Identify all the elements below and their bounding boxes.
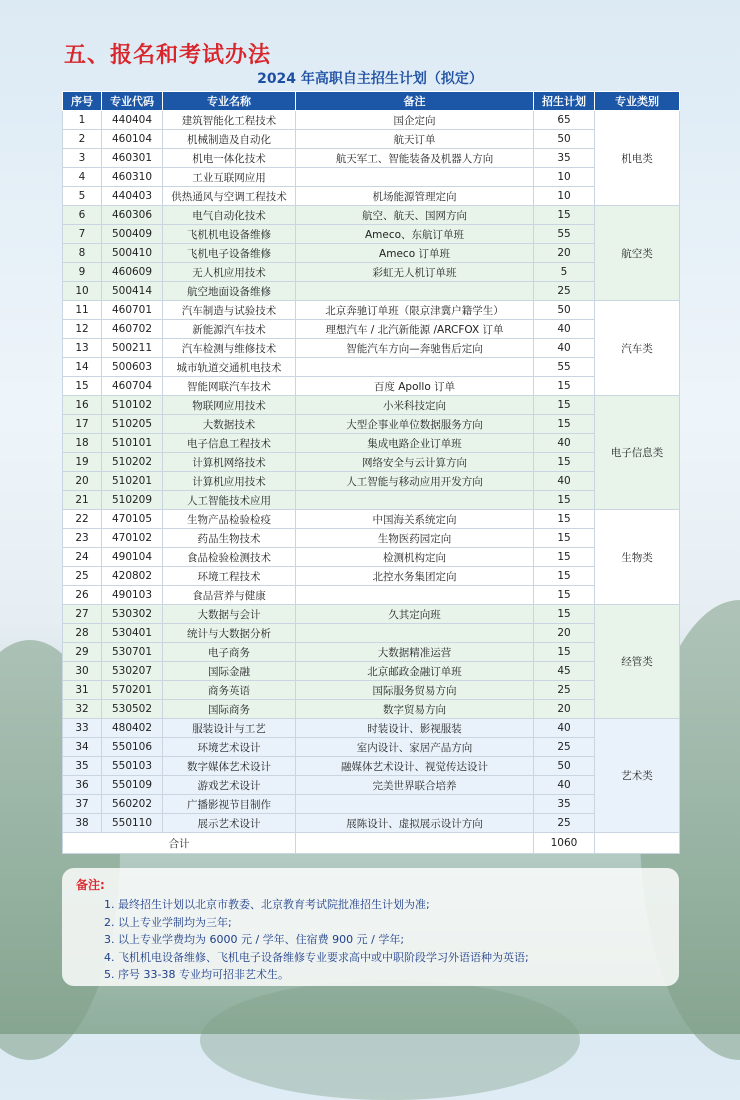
major-code: 500410 (102, 244, 163, 263)
major-name: 建筑智能化工程技术 (163, 111, 296, 130)
enrollment-count: 50 (534, 130, 595, 149)
major-note (296, 624, 534, 643)
major-note: 生物医药园定向 (296, 529, 534, 548)
major-note: Ameco 订单班 (296, 244, 534, 263)
enrollment-count: 50 (534, 757, 595, 776)
table-row (63, 244, 680, 263)
table-row (63, 301, 680, 320)
major-note: 国企定向 (296, 111, 534, 130)
major-name: 新能源汽车技术 (163, 320, 296, 339)
major-code: 460609 (102, 263, 163, 282)
major-note (296, 795, 534, 814)
major-note: 智能汽车方向—奔驰售后定向 (296, 339, 534, 358)
table-row (63, 586, 680, 605)
note-line: 1. 最终招生计划以北京市教委、北京教育考试院批准招生计划为准; (104, 898, 430, 911)
major-name: 飞机机电设备维修 (163, 225, 296, 244)
major-code: 560202 (102, 795, 163, 814)
table-row (63, 263, 680, 282)
major-code: 500414 (102, 282, 163, 301)
enrollment-count: 15 (534, 510, 595, 529)
row-number: 17 (63, 415, 102, 434)
row-number: 4 (63, 168, 102, 187)
major-code: 460701 (102, 301, 163, 320)
major-note: 大型企事业单位数据服务方向 (296, 415, 534, 434)
major-code: 460301 (102, 149, 163, 168)
major-code: 530302 (102, 605, 163, 624)
header-plan: 招生计划 (534, 92, 595, 111)
enrollment-count: 15 (534, 377, 595, 396)
major-name: 无人机应用技术 (163, 263, 296, 282)
note-line: 4. 飞机机电设备维修、飞机电子设备维修专业要求高中或中职阶段学习外语语种为英语; (104, 950, 529, 964)
category-cell: 电子信息类 (595, 396, 680, 510)
major-note: 机场能源管理定向 (296, 187, 534, 206)
background-foliage (200, 980, 580, 1100)
enrollment-count: 15 (534, 529, 595, 548)
row-number: 12 (63, 320, 102, 339)
table-row (63, 396, 680, 415)
header-no: 序号 (63, 92, 102, 111)
table-row (63, 453, 680, 472)
note-line: 5. 序号 33-38 专业均可招非艺术生。 (104, 968, 289, 981)
table-row (63, 187, 680, 206)
row-number: 21 (63, 491, 102, 510)
row-number: 35 (63, 757, 102, 776)
enrollment-count: 5 (534, 263, 595, 282)
major-code: 510101 (102, 434, 163, 453)
table-row (63, 643, 680, 662)
note-line: 2. 以上专业学制均为三年; (104, 915, 232, 929)
major-code: 530401 (102, 624, 163, 643)
row-number: 36 (63, 776, 102, 795)
table-row (63, 814, 680, 833)
category-cell: 经管类 (595, 605, 680, 719)
table-row (63, 529, 680, 548)
major-note: 小米科技定向 (296, 396, 534, 415)
major-note: 航天订单 (296, 130, 534, 149)
major-name: 电子商务 (163, 643, 296, 662)
table-row (63, 434, 680, 453)
enrollment-count: 40 (534, 719, 595, 738)
row-number: 9 (63, 263, 102, 282)
enrollment-count: 40 (534, 472, 595, 491)
major-note: 检测机构定向 (296, 548, 534, 567)
major-note: 彩虹无人机订单班 (296, 263, 534, 282)
row-number: 37 (63, 795, 102, 814)
table-row (63, 415, 680, 434)
major-name: 机械制造及自动化 (163, 130, 296, 149)
major-name: 城市轨道交通机电技术 (163, 358, 296, 377)
major-code: 460704 (102, 377, 163, 396)
row-number: 13 (63, 339, 102, 358)
enrollment-count: 20 (534, 624, 595, 643)
major-note: 北京奔驰订单班（限京津冀户籍学生） (296, 301, 534, 320)
total-note-empty (296, 833, 534, 854)
major-note: 航空、航天、国网方向 (296, 206, 534, 225)
major-note (296, 491, 534, 510)
row-number: 31 (63, 681, 102, 700)
enrollment-count: 55 (534, 358, 595, 377)
row-number: 19 (63, 453, 102, 472)
enrollment-count: 15 (534, 548, 595, 567)
row-number: 1 (63, 111, 102, 130)
table-row (63, 700, 680, 719)
row-number: 25 (63, 567, 102, 586)
enrollment-count: 20 (534, 700, 595, 719)
note-line: 3. 以上专业学费均为 6000 元 / 学年、住宿费 900 元 / 学年; (104, 933, 405, 946)
table-row (63, 168, 680, 187)
row-number: 15 (63, 377, 102, 396)
major-code: 480402 (102, 719, 163, 738)
major-code: 490103 (102, 586, 163, 605)
major-code: 510205 (102, 415, 163, 434)
row-number: 2 (63, 130, 102, 149)
major-note (296, 282, 534, 301)
major-name: 供热通风与空调工程技术 (163, 187, 296, 206)
header-name: 专业名称 (163, 92, 296, 111)
major-code: 470105 (102, 510, 163, 529)
enrollment-count: 25 (534, 681, 595, 700)
row-number: 3 (63, 149, 102, 168)
major-note: 展陈设计、虚拟展示设计方向 (296, 814, 534, 833)
row-number: 33 (63, 719, 102, 738)
major-name: 飞机电子设备维修 (163, 244, 296, 263)
major-note: 北京邮政金融订单班 (296, 662, 534, 681)
major-code: 570201 (102, 681, 163, 700)
total-category-empty (595, 833, 680, 854)
major-name: 物联网应用技术 (163, 396, 296, 415)
major-code: 550103 (102, 757, 163, 776)
total-value: 1060 (534, 833, 595, 854)
major-code: 500211 (102, 339, 163, 358)
row-number: 38 (63, 814, 102, 833)
table-row (63, 339, 680, 358)
table-row (63, 206, 680, 225)
major-name: 广播影视节目制作 (163, 795, 296, 814)
enrollment-count: 20 (534, 244, 595, 263)
major-note: 中国海关系统定向 (296, 510, 534, 529)
major-note: 国际服务贸易方向 (296, 681, 534, 700)
enrollment-count: 15 (534, 491, 595, 510)
major-note: 大数据精准运营 (296, 643, 534, 662)
table-row (63, 548, 680, 567)
enrollment-count: 45 (534, 662, 595, 681)
row-number: 8 (63, 244, 102, 263)
major-code: 460702 (102, 320, 163, 339)
major-name: 国际金融 (163, 662, 296, 681)
table-row (63, 510, 680, 529)
enrollment-count: 35 (534, 149, 595, 168)
row-number: 27 (63, 605, 102, 624)
major-note: 室内设计、家居产品方向 (296, 738, 534, 757)
enrollment-count: 40 (534, 776, 595, 795)
major-note: 久其定向班 (296, 605, 534, 624)
major-name: 大数据与会计 (163, 605, 296, 624)
row-number: 6 (63, 206, 102, 225)
category-cell: 艺术类 (595, 719, 680, 833)
row-number: 26 (63, 586, 102, 605)
major-code: 460104 (102, 130, 163, 149)
table-row (63, 130, 680, 149)
enrollment-count: 15 (534, 415, 595, 434)
major-code: 530207 (102, 662, 163, 681)
major-note: 时装设计、影视服装 (296, 719, 534, 738)
row-number: 29 (63, 643, 102, 662)
major-name: 药品生物技术 (163, 529, 296, 548)
notes-box (62, 868, 679, 986)
enrollment-count: 15 (534, 643, 595, 662)
major-name: 人工智能技术应用 (163, 491, 296, 510)
header-code: 专业代码 (102, 92, 163, 111)
major-code: 470102 (102, 529, 163, 548)
major-code: 510202 (102, 453, 163, 472)
major-note: 北控水务集团定向 (296, 567, 534, 586)
major-name: 机电一体化技术 (163, 149, 296, 168)
table-row (63, 567, 680, 586)
row-number: 11 (63, 301, 102, 320)
major-name: 数字媒体艺术设计 (163, 757, 296, 776)
table-row (63, 719, 680, 738)
major-note: 航天军工、智能装备及机器人方向 (296, 149, 534, 168)
table-row (63, 225, 680, 244)
table-row (63, 624, 680, 643)
category-cell: 航空类 (595, 206, 680, 301)
enrollment-count: 15 (534, 567, 595, 586)
major-code: 460310 (102, 168, 163, 187)
row-number: 20 (63, 472, 102, 491)
enrollment-count: 65 (534, 111, 595, 130)
major-name: 食品检验检测技术 (163, 548, 296, 567)
total-row (63, 833, 680, 854)
major-name: 生物产品检验检疫 (163, 510, 296, 529)
enrollment-count: 15 (534, 206, 595, 225)
major-note: 百度 Apollo 订单 (296, 377, 534, 396)
major-note: 完美世界联合培养 (296, 776, 534, 795)
major-name: 环境工程技术 (163, 567, 296, 586)
table-row (63, 605, 680, 624)
major-code: 420802 (102, 567, 163, 586)
row-number: 18 (63, 434, 102, 453)
major-name: 电子信息工程技术 (163, 434, 296, 453)
enrollment-count: 50 (534, 301, 595, 320)
major-code: 550106 (102, 738, 163, 757)
major-code: 530701 (102, 643, 163, 662)
row-number: 24 (63, 548, 102, 567)
category-cell: 汽车类 (595, 301, 680, 396)
enrollment-count: 15 (534, 396, 595, 415)
row-number: 22 (63, 510, 102, 529)
enrollment-count: 40 (534, 320, 595, 339)
major-note: 融媒体艺术设计、视觉传达设计 (296, 757, 534, 776)
table-row (63, 111, 680, 130)
row-number: 32 (63, 700, 102, 719)
major-code: 500603 (102, 358, 163, 377)
major-name: 计算机网络技术 (163, 453, 296, 472)
major-name: 电气自动化技术 (163, 206, 296, 225)
major-note: 数字贸易方向 (296, 700, 534, 719)
major-code: 530502 (102, 700, 163, 719)
row-number: 10 (63, 282, 102, 301)
table-row (63, 377, 680, 396)
enrollment-count: 25 (534, 282, 595, 301)
major-name: 汽车检测与维修技术 (163, 339, 296, 358)
table-row (63, 738, 680, 757)
enrollment-plan-table (62, 91, 680, 854)
enrollment-count: 55 (534, 225, 595, 244)
major-code: 510201 (102, 472, 163, 491)
major-note (296, 168, 534, 187)
major-note (296, 358, 534, 377)
total-label: 合计 (63, 833, 296, 854)
major-code: 460306 (102, 206, 163, 225)
major-name: 计算机应用技术 (163, 472, 296, 491)
enrollment-count: 15 (534, 453, 595, 472)
major-code: 550110 (102, 814, 163, 833)
table-title: 2024 年高职自主招生计划（拟定） (257, 71, 483, 87)
category-cell: 机电类 (595, 111, 680, 206)
major-name: 航空地面设备维修 (163, 282, 296, 301)
major-code: 490104 (102, 548, 163, 567)
enrollment-count: 10 (534, 168, 595, 187)
major-name: 智能网联汽车技术 (163, 377, 296, 396)
enrollment-count: 35 (534, 795, 595, 814)
major-name: 食品营养与健康 (163, 586, 296, 605)
table-row (63, 358, 680, 377)
row-number: 5 (63, 187, 102, 206)
category-cell: 生物类 (595, 510, 680, 605)
section-title: 五、报名和考试办法 (64, 43, 272, 68)
major-name: 大数据技术 (163, 415, 296, 434)
major-name: 工业互联网应用 (163, 168, 296, 187)
row-number: 30 (63, 662, 102, 681)
major-name: 展示艺术设计 (163, 814, 296, 833)
major-name: 服装设计与工艺 (163, 719, 296, 738)
table-row (63, 320, 680, 339)
table-row (63, 662, 680, 681)
header-note: 备注 (296, 92, 534, 111)
header-category: 专业类别 (595, 92, 680, 111)
enrollment-count: 15 (534, 586, 595, 605)
major-note: 集成电路企业订单班 (296, 434, 534, 453)
table-row (63, 149, 680, 168)
table-row (63, 491, 680, 510)
major-code: 510102 (102, 396, 163, 415)
row-number: 7 (63, 225, 102, 244)
major-name: 统计与大数据分析 (163, 624, 296, 643)
notes-title: 备注: (76, 878, 105, 892)
enrollment-count: 15 (534, 605, 595, 624)
major-note: 理想汽车 / 北汽新能源 /ARCFOX 订单 (296, 320, 534, 339)
table-row (63, 795, 680, 814)
major-code: 550109 (102, 776, 163, 795)
major-code: 510209 (102, 491, 163, 510)
enrollment-count: 10 (534, 187, 595, 206)
major-note: 网络安全与云计算方向 (296, 453, 534, 472)
major-code: 440404 (102, 111, 163, 130)
major-note: 人工智能与移动应用开发方向 (296, 472, 534, 491)
major-name: 商务英语 (163, 681, 296, 700)
enrollment-count: 25 (534, 738, 595, 757)
table-row (63, 776, 680, 795)
row-number: 14 (63, 358, 102, 377)
row-number: 23 (63, 529, 102, 548)
major-note: Ameco、东航订单班 (296, 225, 534, 244)
table-row (63, 681, 680, 700)
table-row (63, 757, 680, 776)
major-note (296, 586, 534, 605)
table-header-row (63, 92, 680, 111)
enrollment-count: 25 (534, 814, 595, 833)
row-number: 34 (63, 738, 102, 757)
row-number: 16 (63, 396, 102, 415)
major-code: 440403 (102, 187, 163, 206)
major-name: 国际商务 (163, 700, 296, 719)
table-row (63, 282, 680, 301)
major-name: 环境艺术设计 (163, 738, 296, 757)
major-name: 游戏艺术设计 (163, 776, 296, 795)
row-number: 28 (63, 624, 102, 643)
major-code: 500409 (102, 225, 163, 244)
enrollment-count: 40 (534, 339, 595, 358)
major-name: 汽车制造与试验技术 (163, 301, 296, 320)
table-row (63, 472, 680, 491)
enrollment-count: 40 (534, 434, 595, 453)
